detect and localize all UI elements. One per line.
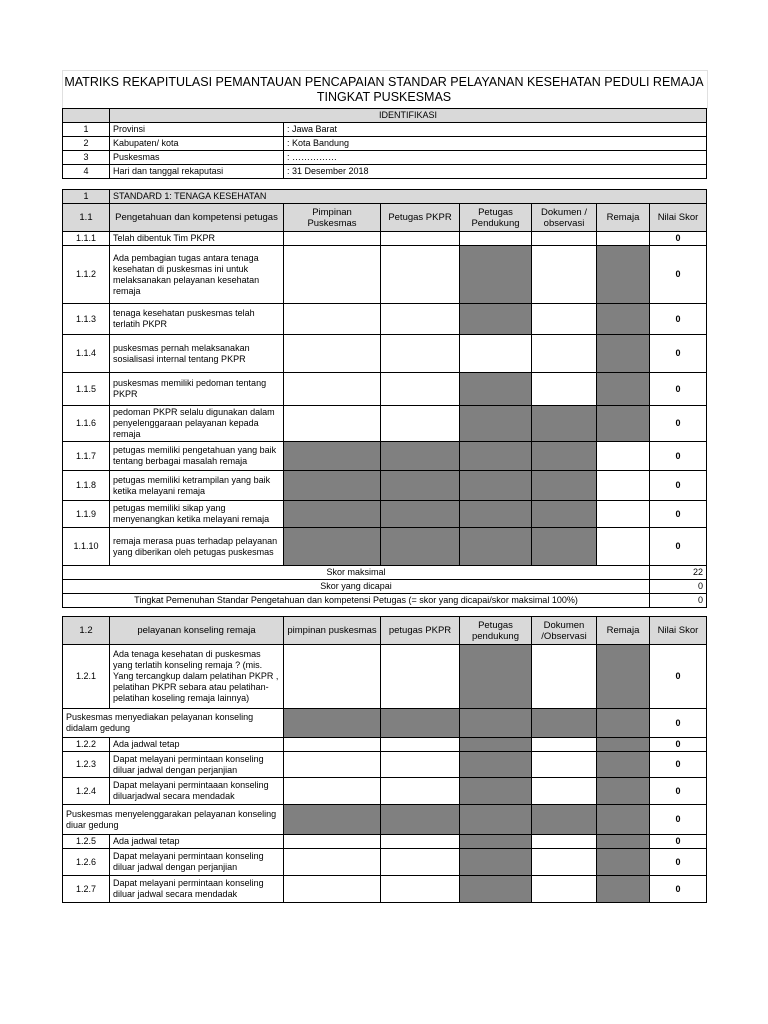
cell-dokumen[interactable]: [532, 373, 597, 406]
item-text: Telah dibentuk Tim PKPR: [110, 232, 284, 246]
ident-value: : ……………: [284, 151, 707, 165]
cell-petugas-pendukung[interactable]: [460, 335, 532, 373]
cell-dokumen[interactable]: [532, 876, 597, 903]
identifikasi-table: [62, 108, 707, 608]
item-score: 0: [650, 501, 707, 528]
cell-shaded: [460, 304, 532, 335]
item-score: 0: [650, 835, 707, 849]
cell-shaded: [597, 335, 650, 373]
cell-petugas-pkpr[interactable]: [381, 645, 460, 709]
ident-no: 2: [63, 137, 110, 151]
cell-shaded: [460, 528, 532, 566]
item-text: pedoman PKPR selalu digunakan dalam penyelenggaraan pelayanan kepada remaja: [110, 406, 284, 442]
cell-shaded: [597, 805, 650, 835]
item-score: 0: [650, 528, 707, 566]
cell-petugas-pkpr[interactable]: [381, 373, 460, 406]
item-text: Ada pembagian tugas antara tenaga kesehatan di puskesmas ini untuk melaksanakan pelayanan kesehatan remaja: [110, 246, 284, 304]
cell-shaded: [532, 406, 597, 442]
ident-no: 3: [63, 151, 110, 165]
cell-shaded: [460, 849, 532, 876]
cell-shaded: [597, 738, 650, 752]
item-score: 0: [650, 232, 707, 246]
col-remaja: Remaja: [597, 617, 650, 645]
title-line-2: TINGKAT PUSKESMAS: [316, 90, 452, 104]
cell-pimpinan[interactable]: [284, 335, 381, 373]
ident-value: : Jawa Barat: [284, 123, 707, 137]
cell-pimpinan[interactable]: [284, 876, 381, 903]
cell-pimpinan[interactable]: [284, 373, 381, 406]
item-text: tenaga kesehatan puskesmas telah terlatih PKPR: [110, 304, 284, 335]
cell-dokumen[interactable]: [532, 738, 597, 752]
cell-shaded: [532, 709, 597, 738]
ident-no: 4: [63, 165, 110, 179]
cell-shaded: [460, 501, 532, 528]
col-dokumen: Dokumen / observasi: [532, 204, 597, 232]
item-no: 1.1.7: [63, 442, 110, 471]
konseling-table: [62, 616, 707, 903]
cell-shaded: [532, 805, 597, 835]
cell-shaded: [460, 373, 532, 406]
cell-shaded: [597, 876, 650, 903]
cell-shaded: [460, 406, 532, 442]
item-score: 0: [650, 752, 707, 778]
skor-dicapai-value: 0: [650, 580, 707, 594]
cell-pimpinan[interactable]: [284, 232, 381, 246]
item-score: 0: [650, 335, 707, 373]
item-no: 1.2.4: [63, 778, 110, 805]
document-sheet: [62, 70, 706, 903]
cell-shaded: [460, 876, 532, 903]
cell-shaded: [597, 849, 650, 876]
cell-dokumen[interactable]: [532, 849, 597, 876]
cell-pimpinan[interactable]: [284, 835, 381, 849]
section-title: Pengetahuan dan kompetensi petugas: [110, 204, 284, 232]
cell-shaded: [597, 835, 650, 849]
cell-shaded: [597, 752, 650, 778]
ident-label: Hari dan tanggal rekaputasi: [110, 165, 284, 179]
cell-petugas-pkpr[interactable]: [381, 876, 460, 903]
cell-shaded: [597, 373, 650, 406]
item-text: Dapat melayani permintaan konseling diluar jadwal secara mendadak: [110, 876, 284, 903]
cell-shaded: [460, 246, 532, 304]
item-no: 1.1.2: [63, 246, 110, 304]
cell-shaded: [597, 406, 650, 442]
cell-shaded: [460, 752, 532, 778]
cell-shaded: [284, 709, 381, 738]
cell-petugas-pkpr[interactable]: [381, 778, 460, 805]
cell-pimpinan[interactable]: [284, 246, 381, 304]
document-title: [62, 75, 706, 105]
item-score: 0: [650, 246, 707, 304]
item-no: 1.2.2: [63, 738, 110, 752]
group-text: Puskesmas menyediakan pelayanan konseling didalam gedung: [63, 709, 284, 738]
item-text: Dapat melayani permintaaan konseling diluarjadwal secara mendadak: [110, 778, 284, 805]
skor-maksimal-label: Skor maksimal: [63, 566, 650, 580]
item-no: 1.1.6: [63, 406, 110, 442]
item-no: 1.2.3: [63, 752, 110, 778]
ident-no: 1: [63, 123, 110, 137]
cell-petugas-pkpr[interactable]: [381, 335, 460, 373]
cell-shaded: [284, 442, 381, 471]
item-score: 0: [650, 442, 707, 471]
cell-dokumen[interactable]: [532, 335, 597, 373]
col-petugas-pkpr: petugas PKPR: [381, 617, 460, 645]
item-text: puskesmas memiliki pedoman tentang PKPR: [110, 373, 284, 406]
col-remaja: Remaja: [597, 204, 650, 232]
cell-shaded: [284, 805, 381, 835]
col-petugas-pendukung: Petugas Pendukung: [460, 204, 532, 232]
item-text: petugas memiliki pengetahuan yang baik tentang berbagai masalah remaja: [110, 442, 284, 471]
cell-shaded: [460, 738, 532, 752]
col-pimpinan: pimpinan puskesmas: [284, 617, 381, 645]
cell-shaded: [532, 442, 597, 471]
cell-shaded: [532, 528, 597, 566]
standard-title: STANDARD 1: TENAGA KESEHATAN: [110, 190, 707, 204]
cell-remaja[interactable]: [597, 471, 650, 501]
cell-remaja[interactable]: [597, 232, 650, 246]
cell-dokumen[interactable]: [532, 645, 597, 709]
item-no: 1.1.5: [63, 373, 110, 406]
item-text: Dapat melayani permintaan konseling diluar jadwal dengan perjanjian: [110, 752, 284, 778]
item-no: 1.2.1: [63, 645, 110, 709]
cell-pimpinan[interactable]: [284, 778, 381, 805]
item-score: 0: [650, 709, 707, 738]
cell-pimpinan[interactable]: [284, 304, 381, 335]
cell-shaded: [381, 805, 460, 835]
cell-dokumen[interactable]: [532, 778, 597, 805]
cell-pimpinan[interactable]: [284, 738, 381, 752]
cell-remaja[interactable]: [597, 501, 650, 528]
cell-shaded: [532, 501, 597, 528]
col-petugas-pkpr: Petugas PKPR: [381, 204, 460, 232]
item-no: 1.2.7: [63, 876, 110, 903]
cell-remaja[interactable]: [597, 442, 650, 471]
cell-dokumen[interactable]: [532, 304, 597, 335]
cell-shaded: [460, 805, 532, 835]
ident-label: Kabupaten/ kota: [110, 137, 284, 151]
cell-shaded: [381, 442, 460, 471]
item-text: Ada jadwal tetap: [110, 738, 284, 752]
item-score: 0: [650, 645, 707, 709]
col-dokumen: Dokumen /Observasi: [532, 617, 597, 645]
item-no: 1.1.4: [63, 335, 110, 373]
item-score: 0: [650, 373, 707, 406]
cell-shaded: [597, 304, 650, 335]
section-no: 1.1: [63, 204, 110, 232]
cell-dokumen[interactable]: [532, 246, 597, 304]
section-no: 1.2: [63, 617, 110, 645]
cell-shaded: [381, 528, 460, 566]
identifikasi-blank: [63, 109, 110, 123]
cell-shaded: [381, 471, 460, 501]
skor-dicapai-label: Skor yang dicapai: [63, 580, 650, 594]
standard-no: 1: [63, 190, 110, 204]
cell-shaded: [381, 501, 460, 528]
item-no: 1.1.9: [63, 501, 110, 528]
cell-shaded: [597, 246, 650, 304]
cell-dokumen[interactable]: [532, 835, 597, 849]
cell-shaded: [460, 471, 532, 501]
spacer-row: [63, 179, 707, 190]
cell-petugas-pkpr[interactable]: [381, 406, 460, 442]
cell-petugas-pkpr[interactable]: [381, 738, 460, 752]
item-no: 1.2.5: [63, 835, 110, 849]
identifikasi-header: IDENTIFIKASI: [110, 109, 707, 123]
item-score: 0: [650, 471, 707, 501]
skor-maksimal-value: 22: [650, 566, 707, 580]
item-score: 0: [650, 738, 707, 752]
cell-pimpinan[interactable]: [284, 406, 381, 442]
cell-shaded: [532, 471, 597, 501]
item-no: 1.2.6: [63, 849, 110, 876]
cell-pimpinan[interactable]: [284, 752, 381, 778]
item-no: 1.1.8: [63, 471, 110, 501]
col-nilai-skor: Nilai Skor: [650, 204, 707, 232]
cell-dokumen[interactable]: [532, 232, 597, 246]
cell-shaded: [460, 442, 532, 471]
cell-shaded: [597, 778, 650, 805]
item-score: 0: [650, 406, 707, 442]
item-text: Dapat melayani permintaan konseling diluar jadwal dengan perjanjian: [110, 849, 284, 876]
item-text: petugas memiliki ketrampilan yang baik ketika melayani remaja: [110, 471, 284, 501]
item-no: 1.1.1: [63, 232, 110, 246]
cell-petugas-pendukung[interactable]: [460, 232, 532, 246]
tingkat-pemenuhan-label: Tingkat Pemenuhan Standar Pengetahuan dan kompetensi Petugas (= skor yang dicapai/skor maksimal 100%): [63, 594, 650, 608]
ident-value: : 31 Desember 2018: [284, 165, 707, 179]
cell-petugas-pkpr[interactable]: [381, 246, 460, 304]
tingkat-pemenuhan-value: 0: [650, 594, 707, 608]
col-pimpinan: Pimpinan Puskesmas: [284, 204, 381, 232]
item-score: 0: [650, 876, 707, 903]
cell-remaja[interactable]: [597, 528, 650, 566]
item-score: 0: [650, 849, 707, 876]
cell-pimpinan[interactable]: [284, 849, 381, 876]
cell-petugas-pkpr[interactable]: [381, 849, 460, 876]
cell-shaded: [284, 471, 381, 501]
ident-label: Provinsi: [110, 123, 284, 137]
cell-dokumen[interactable]: [532, 752, 597, 778]
cell-shaded: [284, 528, 381, 566]
cell-petugas-pkpr[interactable]: [381, 752, 460, 778]
cell-shaded: [597, 645, 650, 709]
item-no: 1.1.10: [63, 528, 110, 566]
item-text: remaja merasa puas terhadap pelayanan yang diberikan oleh petugas puskesmas: [110, 528, 284, 566]
item-score: 0: [650, 778, 707, 805]
col-petugas-pendukung: Petugas pendukung: [460, 617, 532, 645]
item-text: Ada jadwal tetap: [110, 835, 284, 849]
item-score: 0: [650, 805, 707, 835]
item-score: 0: [650, 304, 707, 335]
cell-shaded: [460, 645, 532, 709]
item-text: puskesmas pernah melaksanakan sosialisasi internal tentang PKPR: [110, 335, 284, 373]
cell-shaded: [381, 709, 460, 738]
cell-pimpinan[interactable]: [284, 645, 381, 709]
group-text: Puskesmas menyelenggarakan pelayanan konseling diuar gedung: [63, 805, 284, 835]
cell-shaded: [460, 709, 532, 738]
cell-petugas-pkpr[interactable]: [381, 304, 460, 335]
item-no: 1.1.3: [63, 304, 110, 335]
section-title: pelayanan konseling remaja: [110, 617, 284, 645]
title-line-1: MATRIKS REKAPITULASI PEMANTAUAN PENCAPAIAN STANDAR PELAYANAN KESEHATAN PEDULI REMAJA: [64, 75, 704, 89]
item-text: Ada tenaga kesehatan di puskesmas yang terlatih konseling remaja ? (mis. Yang tercangkup dalam pelatihan PKPR , pelatihan PKPR sebara atau pelatihan-pelatihan koseling remaja lainnya): [110, 645, 284, 709]
item-text: petugas memiliki sikap yang menyenangkan ketika melayani remaja: [110, 501, 284, 528]
cell-petugas-pkpr[interactable]: [381, 232, 460, 246]
ident-value: : Kota Bandung: [284, 137, 707, 151]
ident-label: Puskesmas: [110, 151, 284, 165]
cell-shaded: [597, 709, 650, 738]
col-nilai-skor: Nilai Skor: [650, 617, 707, 645]
cell-shaded: [284, 501, 381, 528]
cell-petugas-pkpr[interactable]: [381, 835, 460, 849]
cell-shaded: [460, 778, 532, 805]
cell-shaded: [460, 835, 532, 849]
